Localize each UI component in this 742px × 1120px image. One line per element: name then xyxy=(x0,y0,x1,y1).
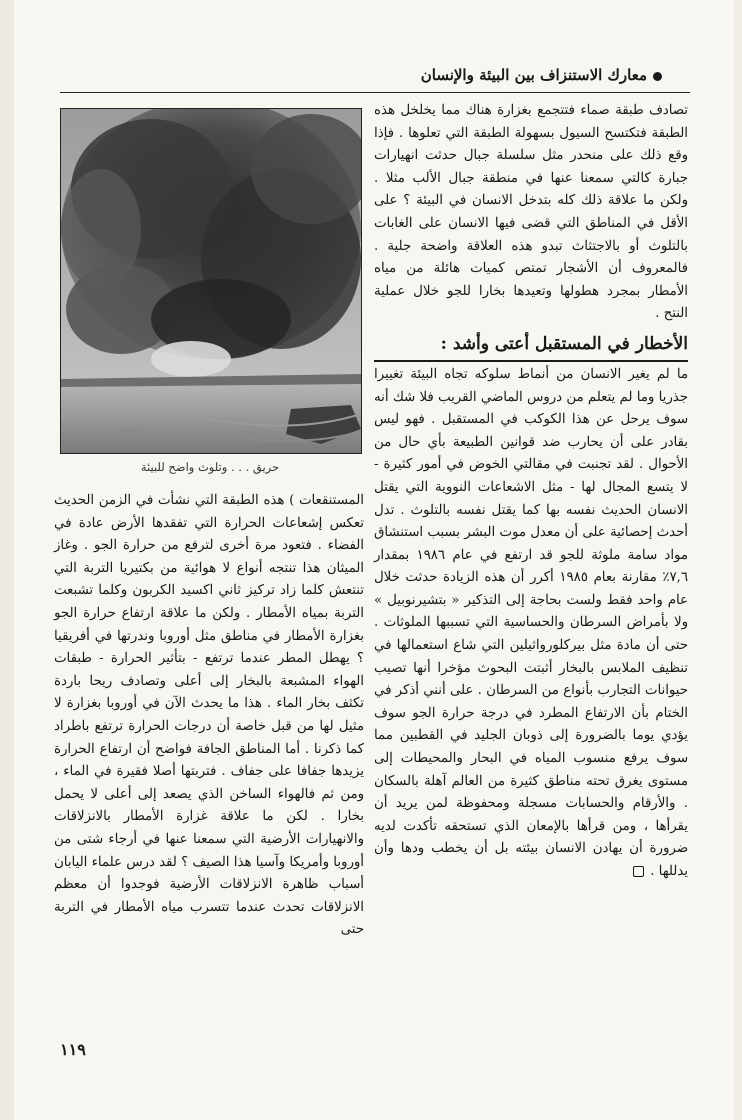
page-number: ١١٩ xyxy=(60,1040,86,1059)
header-rule xyxy=(60,92,690,93)
paragraph-text: ما لم يغير الانسان من أنماط سلوكه تجاه البيئة تغييرا جذريا وما لم يتعلم من دروس الماضي القريب فلا شك أنه سوف يرحل عن هذا الكوكب في المستقبل . فهو ليس بقادر على أن يحارب ضد قوانين الطبيعة بأي حال من الأحوال . لقد تجنبت في مقالتي الخوض في أمور كثيرة - لا يتسع المجال لها - مثل الاشعاعات النووية التي يقتل الانسان الحديث نفسه بها كما يقتل نفسه بالتلوث . تدل أحدث إحصائية على أن معدل موت البشر بسبب استنشاق مواد سامة ملوثة للجو قد ارتفع في عام ١٩٨٦ بمقدار ٧,٦٪ مقارنة بعام ١٩٨٥ أكرر أن هذه الزيادة حدثت خلال عام واحد فقط ولست بحاجة إلى التذكير « بتشيرنوبيل » ولا بأمراض السرطان والحساسية التي تسببها الملوثات . حتى أن مادة مثل بيركلورواثيلين التي شاع استعمالها في تنظيف الملابس بالبخار أثبتت البحوث مؤخرا أنها تصيب حيوانات التجارب بأنواع من السرطان . على أنني أذكر في الختام بأن الارتفاع المطرد في درجة حرارة الجو سوف يؤدي يوما بالضرورة إلى ذوبان الجليد في القطبين مما سوف يرفع منسوب المياه في البحار والمحيطات إلى مستوى يغرق تحته مناطق كثيرة من العالم آهلة بالسكان . والأرقام والحسابات مسجلة ومحفوظة لمن يريد أن يقرأها ، ومن قرأها بالإمعان الذي تستحقه تأكدت لديه ضرورة أن يهادن الانسان بيئته بل أن يخطب ودها وأن يدللها . xyxy=(374,366,689,879)
page-edge-shadow xyxy=(0,0,14,1120)
paragraph: تصادف طبقة صماء فتتجمع بغزارة هناك مما يخلخل هذه الطبقة فتكتسح السيول بسهولة الطبقة التي تعلوها . فإذا وقع ذلك على منحدر مثل سلسلة جبال حدثت انهيارات جبارة كالتي سمعنا عنها في منطقة جبال الألب مثلا . ولكن ما علاقة ذلك كله بتدخل الانسان في البيئة ؟ على الأقل في المناطق التي قضى فيها الانسان على الغابات بالتلوث أو بالاجتثاث تبدو هذه العلاقة واضحة جلية . فالمعروف أن الأشجار تمتص كميات هائلة من مياه الأمطار بمجرد هطولها وتعيدها بخارا للجو خلال عملية النتح . xyxy=(374,103,688,322)
paragraph: المستنقعات ) هذه الطبقة التي نشأت في الزمن الحديث تعكس إشعاعات الحرارة التي تفقدها الأرض عادة في الفضاء . فتعود مرة أخرى لترفع من حرارة الجو . وغاز الميثان هذا تنتجه أنواع لا هوائية من بكتيريا التربة التي تنتعش كلما زاد تركيز ثاني اكسيد الكربون وكلما تشبعت التربة بمياه الأمطار . ولكن ما علاقة ارتفاع حرارة الجو بغزارة الأمطار في مناطق مثل أوروبا وندرتها في أفريقيا ؟ يهطل المطر عندما ترتفع - بتأثير الحرارة - طبقات الهواء المشبعة بالبخار إلى أعلى وتصادف ريحا باردة تكثف بخار الماء . هذا ما يحدث الآن في أوروبا بغزارة لا مثيل لها من قبل خاصة أن درجات الحرارة ترتفع باطراد كما ذكرنا . أما المناطق الجافة فواضح أن ارتفاع الحرارة يزيدها جفافا على جفاف . فتربتها أصلا فقيرة في الماء ، ومن ثم فالهواء الساخن الذي يصعد إلى أعلى لا يحمل بخارا . لكن ما علاقة غزارة الأمطار بالانزلاقات والانهيارات الأرضية التي سمعنا عنها في أرجاء شتى من أوروبا وأمريكا وآسيا هذا الصيف ؟ لقد درس علماء اليابان أسباب ظاهرة الانزلاقات الأرضية فوجدوا أن معظم الانزلاقات تحدث عندما تتسرب مياه الأمطار في التربة حتى xyxy=(54,493,364,938)
smoke-plume-icon xyxy=(61,109,361,453)
running-head xyxy=(362,64,662,86)
end-mark-icon xyxy=(633,866,644,877)
paragraph xyxy=(374,364,688,884)
page-edge-shadow-right xyxy=(734,0,742,1120)
section-heading: الأخطار في المستقبل أعتى وأشد : xyxy=(374,330,688,362)
left-column xyxy=(54,490,364,942)
right-column xyxy=(374,100,688,884)
bullet-icon xyxy=(653,72,662,81)
running-title: معارك الاستنزاف بين البيئة والإنسان xyxy=(420,66,647,84)
figure-caption: حريق . . . وتلوث واضح للبيئة xyxy=(140,460,280,474)
figure-photo xyxy=(60,108,362,454)
